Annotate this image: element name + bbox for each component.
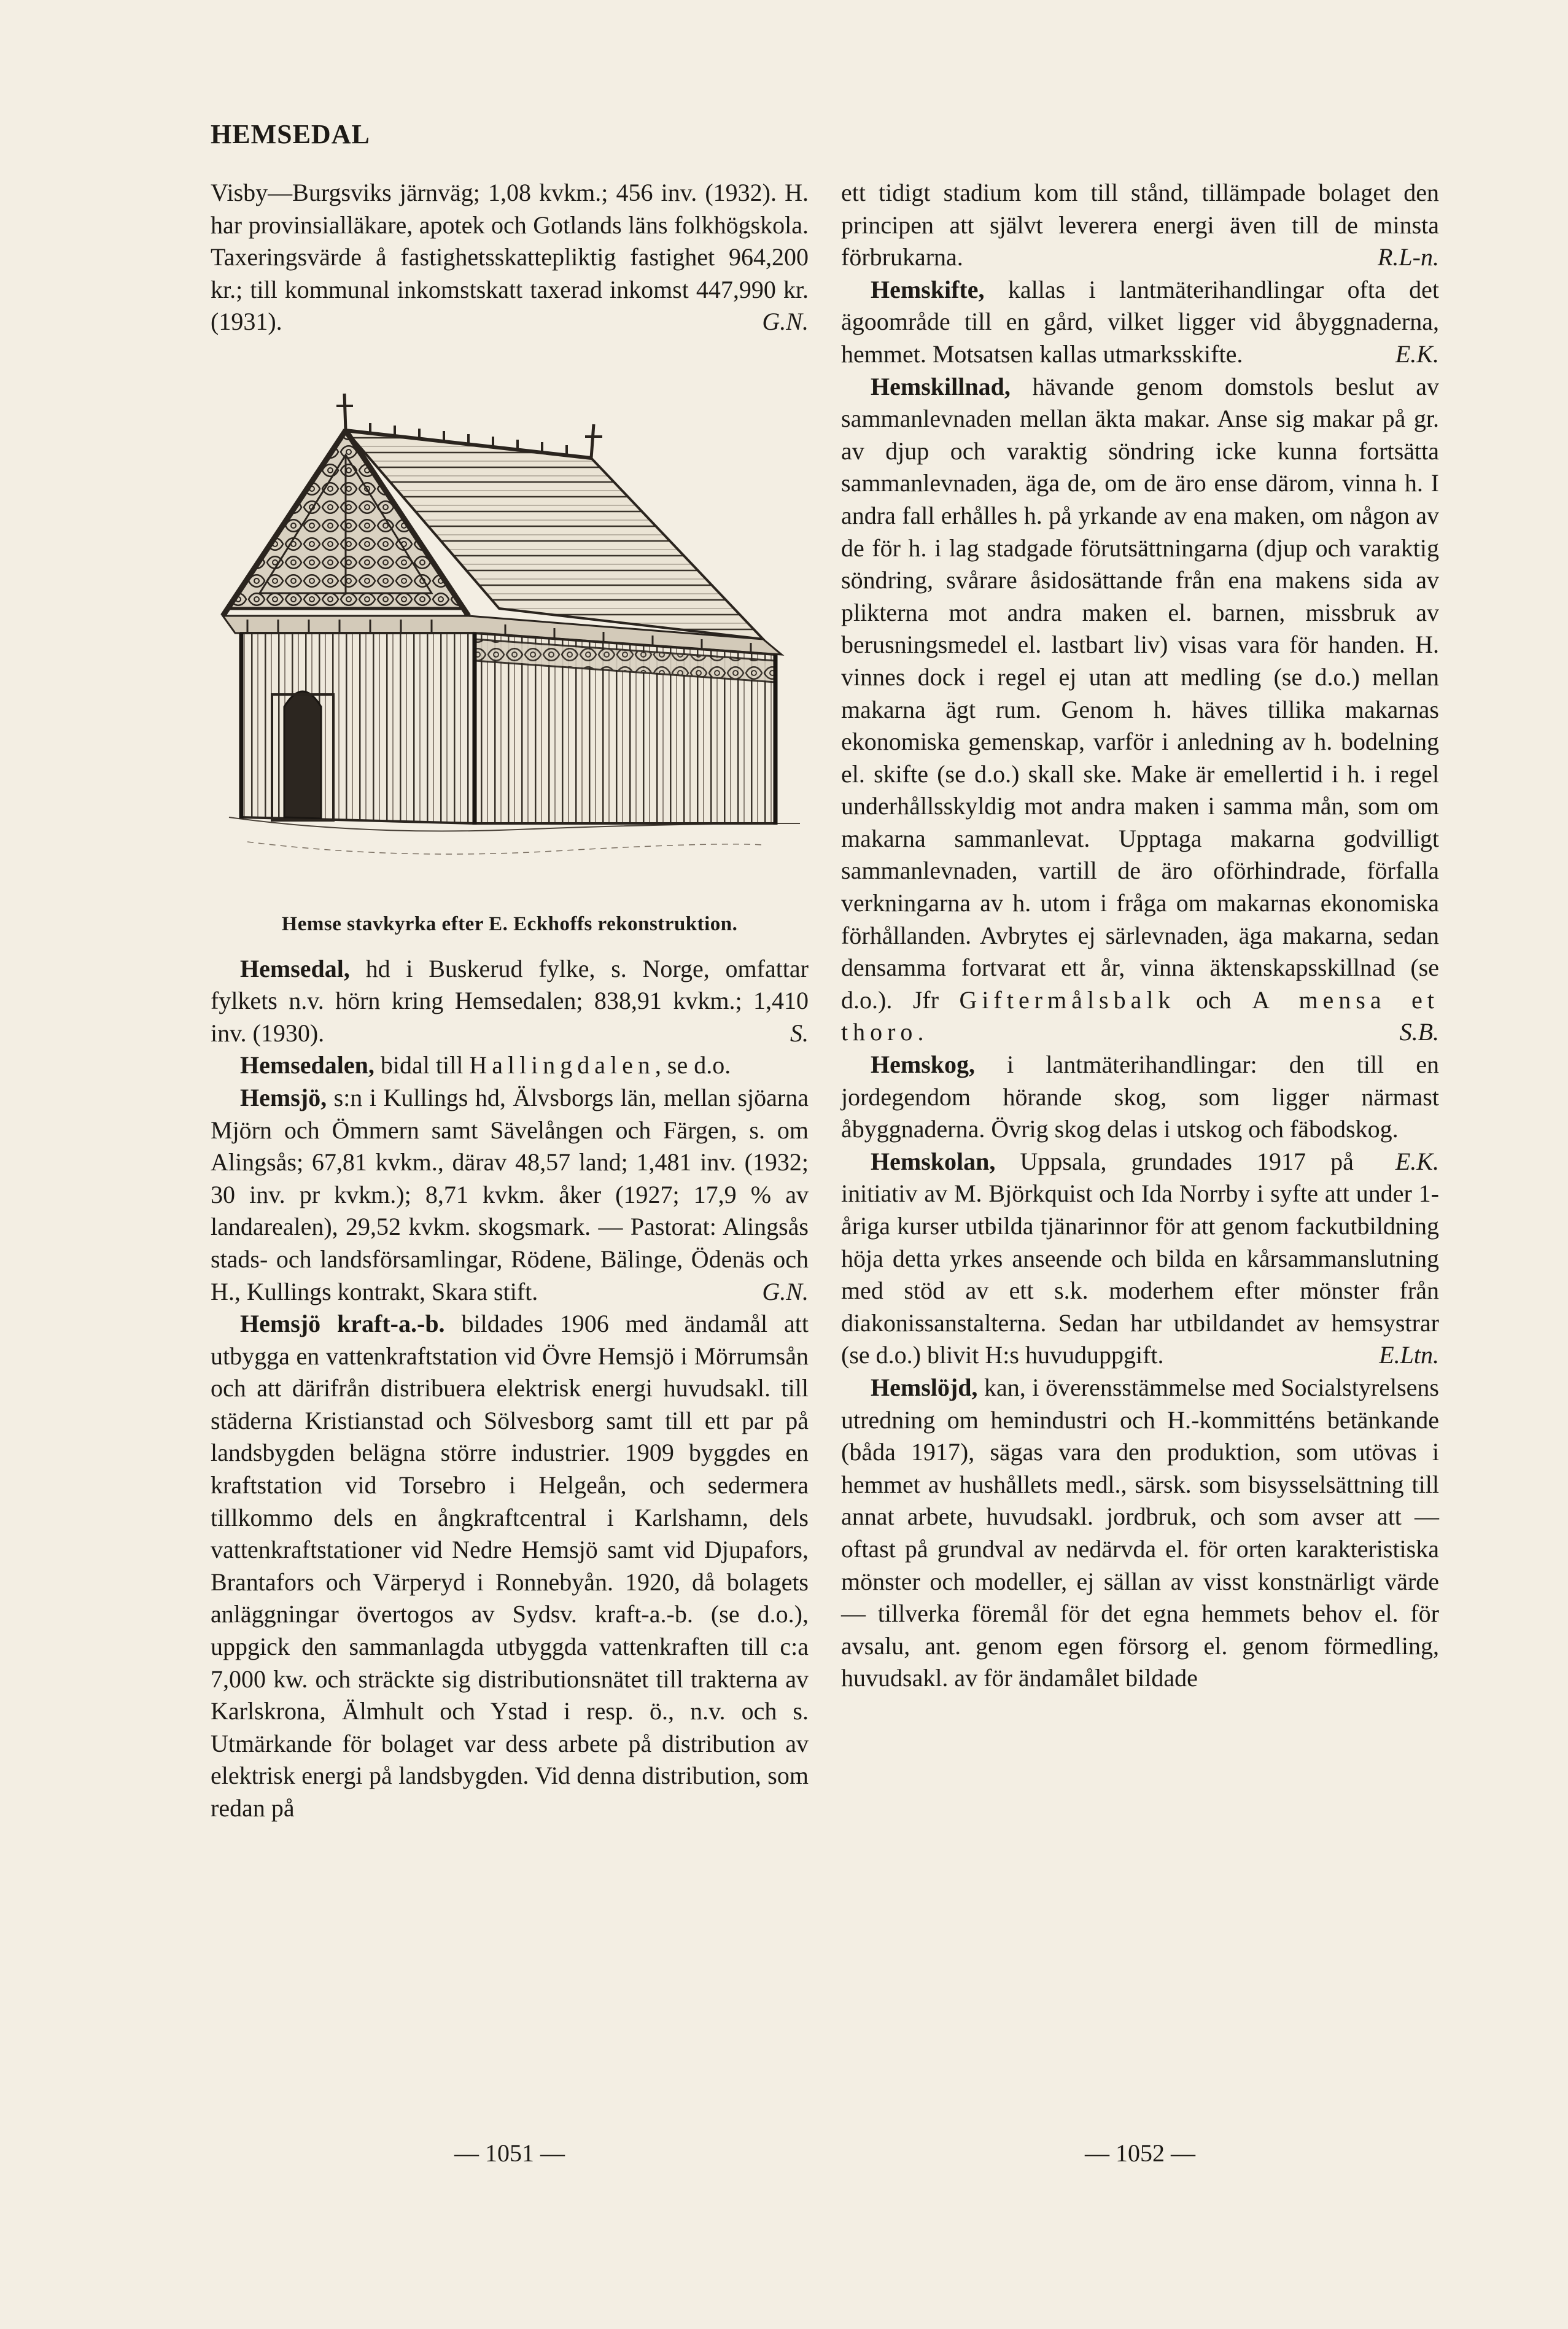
- headword: Hemskog,: [871, 1051, 975, 1079]
- entry-text: Uppsala, grundades 1917 på initiativ av M. Björkquist och Ida Norrby i syfte att under 1-åriga kurser utbilda tjänarinnor för att genom fackutbildning höja detta yrkes anseende och bilda en kårsammanslutning med stöd av ett s.k. moderhem efter mönster från diakonissanstalterna. Sedan har utbildandet av hemsystrar (se d.o.) blivit H:s huvuduppgift.: [841, 1147, 1439, 1369]
- entry-visby-continuation: [211, 177, 809, 338]
- headword: Hemskillnad,: [871, 372, 1011, 400]
- headword: Hemslöjd,: [871, 1373, 978, 1401]
- left-column: [211, 177, 809, 1825]
- author-signature: G.N.: [762, 308, 809, 336]
- page-number-right: — 1052 —: [1085, 2139, 1195, 2167]
- headword: Hemsjö kraft-a.-b.: [240, 1310, 445, 1338]
- entry-text: s:n i Kullings hd, Älvsborgs län, mellan sjöarna Mjörn och Ömmern samt Sävelången och Färgen, s. om Alingsås; 67,81 kvkm., därav 48,57 land; 1,481 inv. (1932; 30 inv. pr kvkm.); 8,71 kvkm. åker (1927; 17,9 % av landarealen), 29,52 kvkm. skogsmark. — Pastorat: Alingsås stads- och landsförsamlingar, Rödene, Bälinge, Ödenäs och H., Kullings kontrakt, Skara stift.: [211, 1083, 809, 1305]
- entry-text: hävande genom domstols beslut av sammanlevnaden mellan äkta makar. Anse sig makar på gr. av djup och varaktig söndring icke kunna fortsätta sammanlevnaden, äga de, om de äro ense därom, vinna h. I andra fall erhålles h. på yrkande av ena maken, om någon av de för h. i lag stadgade förutsättningarna (djup och varaktig söndring, svårare åsidosättande från ena makens sida av plikterna mot andra maken el. barnen, missbruk av berusningsmedel el. lastbart liv) visas vara för handen. H. vinnes dock i regel ej utan att medling (se d.o.) mellan makarna ägt rum. Genom h. häves tillika makarnas ekonomiska gemenskap, varför i anledning av h. bodelning el. skifte (se d.o.) skall ske. Make är emellertid i h. i regel underhållsskyldig mot andra maken i samma mån, som om makarna sammanlevat. Upptaga makarna godvilligt sammanlevnaden, vartill de äro oförhindrade, förfalla verkningarna av h. utom i fråga om makarnas ekonomiska förhållanden. Avbrytes ej särlevnaden, äga makarna, sedan densamma fortvarat ett år, vinna äktenskapsskillnad (se d.o.). Jfr: [841, 372, 1439, 1014]
- headword: Hemsedal,: [240, 954, 350, 982]
- entry-hemsjo-kraft-continuation: [841, 177, 1439, 274]
- entry-text: kallas i lantmäterihandlingar ofta det ägoområde till en gård, vilket ligger vid åbyggnaderna, hemmet. Motsatsen kallas utmarksskifte.: [841, 275, 1439, 368]
- entry-hemsjo: [211, 1082, 809, 1308]
- entry-text: Visby—Burgsviks järnväg; 1,08 kvkm.; 456 inv. (1932). H. har provinsialläkare, apotek och Gotlands läns folkhögskola. Taxeringsvärde å fastighetsskattepliktig fastighet 964,200 kr.; till kommunal inkomstskatt taxerad inkomst 447,990 kr. (1931).: [211, 179, 809, 336]
- entry-hemsjo-kraft: [211, 1308, 809, 1825]
- cross-reference: A mensa et thoro: [841, 986, 1439, 1046]
- page-number-left: — 1051 —: [454, 2139, 565, 2167]
- entry-text: och: [1175, 986, 1252, 1014]
- entry-hemskillnad: [841, 371, 1439, 1049]
- running-head: HEMSEDAL: [211, 119, 370, 149]
- stave-church-illustration-icon: [211, 351, 809, 903]
- entry-text: bidal till: [374, 1051, 470, 1079]
- entry-hemsedal: [211, 953, 809, 1050]
- entry-text: .: [917, 1018, 924, 1046]
- author-signature: E.Ltn.: [1379, 1341, 1439, 1369]
- entry-text: ett tidigt stadium kom till stånd, tillämpade bolaget den principen att självt leverera energi även till de minsta förbrukarna.: [841, 179, 1439, 271]
- figure-caption: Hemse stavkyrka efter E. Eckhoffs rekonstruktion.: [281, 912, 738, 935]
- author-signature: E.K.: [1395, 340, 1439, 368]
- headword: Hemsedalen,: [240, 1051, 375, 1079]
- headword: Hemskifte,: [871, 275, 985, 303]
- stave-church-figure: [211, 351, 809, 903]
- right-column: [841, 177, 1439, 1695]
- entry-text: , se d.o.: [654, 1051, 731, 1079]
- author-signature: E.K.: [1395, 1147, 1439, 1175]
- entry-hemskifte: [841, 274, 1439, 371]
- entry-hemslojd: [841, 1372, 1439, 1695]
- cross-reference: Giftermålsbalk: [959, 986, 1176, 1014]
- author-signature: G.N.: [762, 1277, 809, 1305]
- headword: Hemskolan,: [871, 1147, 996, 1175]
- entry-text: kan, i överensstämmelse med Socialstyrelsens utredning om hemindustri och H.-kommitténs betänkande (båda 1917), sägas vara den produktion, som utövas i hemmet av hushållets medl., särsk. som bisysselsättning till annat arbete, huvudsakl. jordbruk, och som avser att — oftast på grundval av nedärvda el. för orten karakteristiska mönster och modeller, ej sällan av visst konstnärligt värde — tillverka föremål för det egna hemmets behov el. för avsalu, ant. genom egen försorg el. genom förmedling, huvudsakl. av för ändamålet bildade: [841, 1373, 1439, 1692]
- author-signature: S.B.: [1399, 1018, 1439, 1046]
- entry-text: hd i Buskerud fylke, s. Norge, omfattar fylkets n.v. hörn kring Hemsedalen; 838,91 kvkm.; 1,410 inv. (1930).: [211, 954, 809, 1047]
- entry-text: i lantmäterihandlingar: den till en jordegendom hörande skog, som ligger närmast åbyggnaderna. Övrig skog delas i utskog och fäbodskog.: [841, 1051, 1439, 1143]
- author-signature: S.: [790, 1019, 809, 1047]
- entry-text: bildades 1906 med ändamål att utbygga en vattenkraftstation vid Övre Hemsjö i Mörrumsån och att därifrån distribuera elektrisk energi huvudsakl. till städerna Kristianstad och Sölvesborg samt till ett par på landsbygden belägna större industrier. 1909 byggdes en kraftstation vid Torsebro i Helgeån, och sedermera tillkommo dels en ångkraftcentral i Karlshamn, dels vattenkraftstationer vid Nedre Hemsjö samt vid Djupafors, Brantafors och Värperyd i Ronnebyån. 1920, då bolagets anläggningar övertogos av Sydsv. kraft-a.-b. (se d.o.), uppgick den sammanlagda utbyggda vattenkraften till c:a 7,000 kw. och sträckte sig distributionsnätet till trakterna av Karlskrona, Älmhult och Ystad i resp. ö., n.v. och s. Utmärkande för bolaget var dess arbete på distribution av elektrisk energi på landsbygden. Vid denna distribution, som redan på: [211, 1310, 809, 1822]
- author-signature: R.L-n.: [1378, 243, 1439, 271]
- entry-hemskolan: [841, 1146, 1439, 1372]
- headword: Hemsjö,: [240, 1083, 327, 1111]
- cross-reference: Hallingdalen: [469, 1051, 655, 1079]
- entry-hemsedalen: [211, 1049, 809, 1082]
